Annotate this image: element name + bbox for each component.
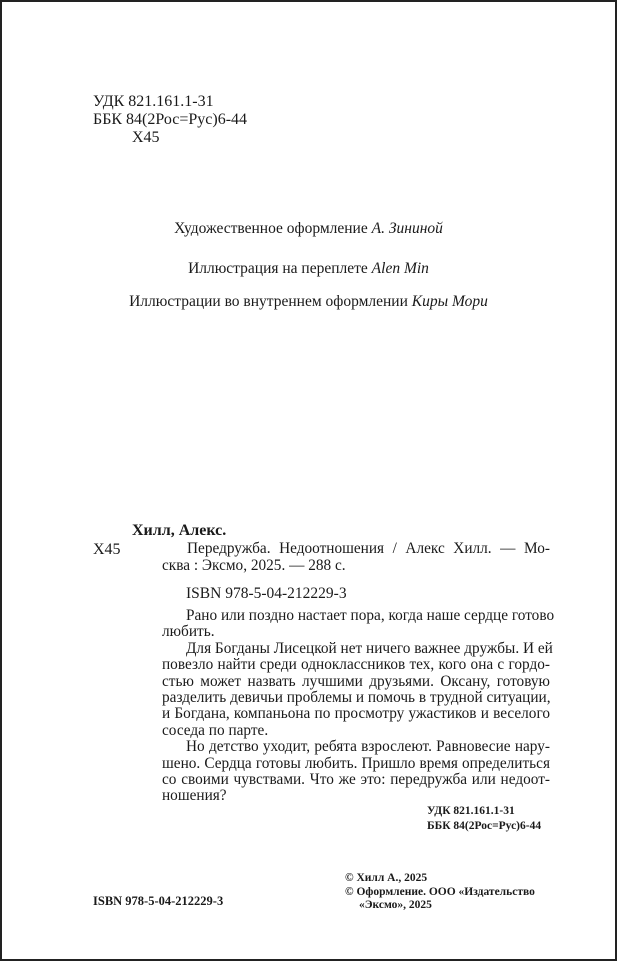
udk-code: УДК 821.161.1-31: [93, 93, 214, 110]
credit-name: А. Зининой: [371, 220, 443, 237]
footer-isbn: ISBN 978-5-04-212229-3: [93, 894, 224, 908]
abstract-line: Но детство уходит, ребята взрослеют. Равновесие нару-: [186, 738, 550, 756]
abstract-line: Для Богданы Лисецкой нет ничего важнее дружбы. И ей: [186, 639, 553, 657]
credit-label: Художественное оформление: [174, 220, 372, 237]
copyright-design-cont: «Эксмо», 2025: [359, 899, 432, 911]
credit-name: Alen Min: [371, 260, 429, 277]
abstract-line: Рано или поздно настает пора, когда наше сердце готово: [186, 607, 555, 624]
text-line: Передружба. Недоотношения / Алекс Хилл. — Мо-: [187, 540, 550, 557]
catalog-mark: Х45: [93, 541, 121, 558]
credit-label: Иллюстрации во внутреннем оформлении: [129, 293, 412, 310]
abstract-line: шено. Сердца готовы любить. Пришло время определиться: [162, 754, 550, 772]
catalog-title-line: [162, 541, 550, 557]
author-mark: Х45: [132, 129, 160, 146]
abstract-line: и Богдана, компаньона по просмотру ужастиков и веселого: [162, 705, 550, 723]
credit-name: Киры Мори: [411, 293, 488, 310]
abstract-line: любить.: [162, 623, 215, 641]
catalog-title-line: сква : Эксмо, 2025. — 288 с.: [162, 557, 346, 574]
credit-label: Иллюстрация на переплете: [188, 260, 372, 277]
abstract-line: повезло найти среди одноклассников тех, кого она с гордо-: [162, 656, 550, 674]
credit-illustrations: [2, 293, 615, 311]
abstract-line: стью может назвать лучшими друзьями. Оксану, готовую: [162, 672, 550, 690]
abstract-line: соседа по парте.: [162, 721, 269, 739]
abstract-line: разделить девичьи проблемы и помочь в трудной ситуации,: [162, 689, 551, 706]
bbk-code: ББК 84(2Рос=Рус)6-44: [93, 111, 248, 128]
footer-udk: УДК 821.161.1-31: [427, 805, 515, 817]
catalog-isbn: ISBN 978-5-04-212229-3: [186, 585, 347, 602]
credit-cover: [2, 260, 615, 278]
abstract-line: ношения?: [162, 787, 227, 805]
abstract-line: со своими чувствами. Что же это: передружба или недоот-: [162, 771, 550, 788]
copyright-design: © Оформление. ООО «Издательство: [345, 886, 535, 898]
catalog-author: Хилл, Алекс.: [132, 522, 227, 539]
copyright-author: © Хилл А., 2025: [345, 872, 428, 884]
credit-design: [2, 220, 615, 238]
footer-bbk: ББК 84(2Рос=Рус)6-44: [427, 820, 542, 832]
